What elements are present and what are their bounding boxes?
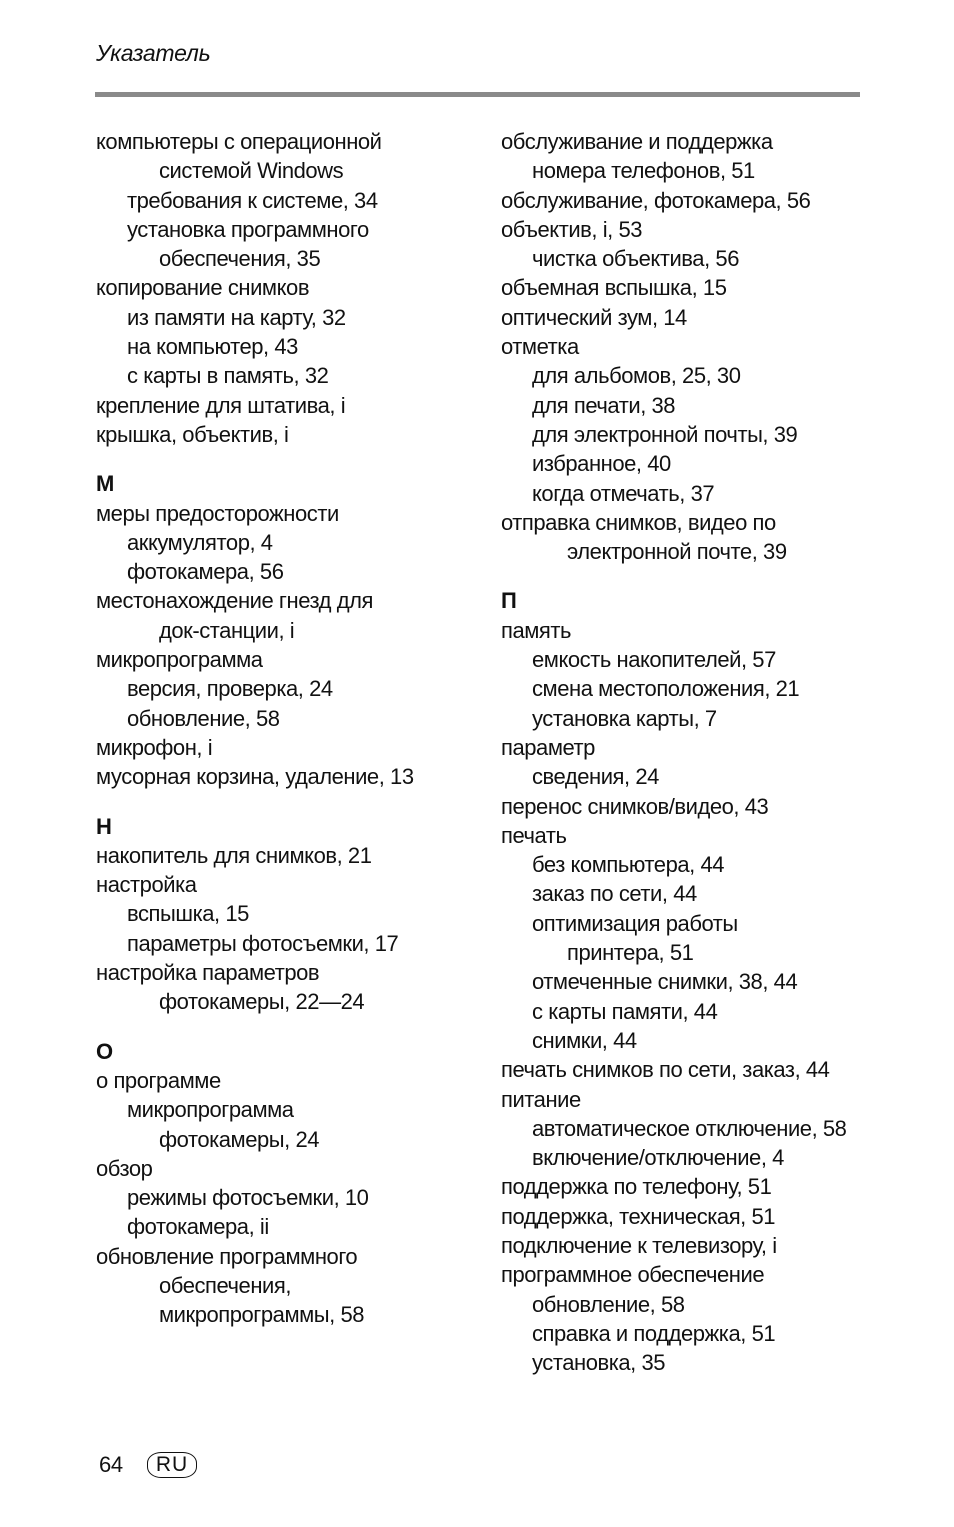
- index-entry: обзор: [96, 1155, 153, 1181]
- index-subentry: для печати, 38: [532, 392, 676, 418]
- index-letter-heading: О: [96, 1038, 113, 1064]
- index-subentry: смена местоположения, 21: [532, 676, 800, 702]
- page-header-title: Указатель: [96, 40, 211, 66]
- index-subentry: обновление, 58: [532, 1291, 685, 1317]
- section-gap: [96, 1017, 476, 1037]
- index-subentry: версия, проверка, 24: [127, 676, 333, 702]
- index-entry: объемная вспышка, 15: [501, 275, 727, 301]
- index-subentry: электронной почте, 39: [567, 539, 787, 565]
- index-subentry: фотокамеры, 22—24: [159, 989, 365, 1015]
- index-subentry: фотокамера, 56: [127, 559, 284, 585]
- index-entry: отправка снимков, видео по: [501, 509, 776, 535]
- index-subentry: для альбомов, 25, 30: [532, 363, 741, 389]
- index-entry: подключение к телевизору, i: [501, 1232, 777, 1258]
- index-subentry: справка и поддержка, 51: [532, 1320, 776, 1346]
- index-subentry: установка, 35: [532, 1350, 666, 1376]
- section-gap: [501, 566, 871, 586]
- index-entry: параметр: [501, 734, 595, 760]
- language-badge: RU: [147, 1452, 197, 1478]
- index-subentry: фотокамера, ii: [127, 1214, 269, 1240]
- section-gap: [96, 449, 476, 469]
- index-entry: микропрограмма: [96, 647, 263, 673]
- index-subentry: обновление, 58: [127, 705, 280, 731]
- index-letter-heading: М: [96, 471, 114, 497]
- index-entry: крышка, объектив, i: [96, 421, 289, 447]
- index-subentry: сведения, 24: [532, 764, 659, 790]
- index-entry: отметка: [501, 334, 579, 360]
- index-subentry: снимки, 44: [532, 1027, 637, 1053]
- index-subentry: обеспечения,: [159, 1272, 292, 1298]
- index-entry: обслуживание и поддержка: [501, 129, 773, 154]
- index-subentry: обеспечения, 35: [159, 246, 321, 272]
- index-entry: настройка параметров: [96, 960, 320, 986]
- index-entry: печать: [501, 822, 567, 848]
- index-subentry: избранное, 40: [532, 451, 671, 477]
- index-entry: память: [501, 617, 572, 643]
- index-subentry: оптимизация работы: [532, 910, 738, 936]
- index-entry: о программе: [96, 1067, 221, 1093]
- index-subentry: принтера, 51: [567, 940, 694, 966]
- index-entry: мусорная корзина, удаление, 13: [96, 764, 414, 790]
- index-subentry: док-станции, i: [159, 617, 295, 643]
- index-column-left: [96, 127, 476, 1330]
- index-subentry: без компьютера, 44: [532, 852, 725, 878]
- index-entry: объектив, i, 53: [501, 216, 643, 242]
- index-subentry: установка программного: [127, 216, 369, 242]
- index-subentry: микропрограмма: [127, 1097, 294, 1123]
- index-entry: обновление программного: [96, 1243, 358, 1269]
- index-entry: оптический зум, 14: [501, 304, 687, 330]
- index-entry: накопитель для снимков, 21: [96, 842, 372, 868]
- index-entry: компьютеры с операционной: [96, 129, 382, 154]
- section-gap: [96, 792, 476, 812]
- index-subentry: режимы фотосъемки, 10: [127, 1185, 369, 1211]
- index-entry: копирование снимков: [96, 275, 310, 301]
- index-subentry: отмеченные снимки, 38, 44: [532, 969, 798, 995]
- index-subentry: номера телефонов, 51: [532, 158, 755, 184]
- index-subentry: фотокамеры, 24: [159, 1126, 320, 1152]
- index-letter-heading: Н: [96, 813, 112, 839]
- index-entry: местонахождение гнезд для: [96, 588, 373, 614]
- index-subentry: вспышка, 15: [127, 901, 249, 927]
- index-subentry: когда отмечать, 37: [532, 480, 715, 506]
- index-column-right: [501, 127, 871, 1377]
- index-subentry: из памяти на карту, 32: [127, 304, 346, 330]
- page-number: 64: [99, 1452, 123, 1477]
- index-entry: перенос снимков/видео, 43: [501, 793, 769, 819]
- index-subentry: чистка объектива, 56: [532, 246, 739, 272]
- index-subentry: на компьютер, 43: [127, 334, 298, 360]
- index-subentry: аккумулятор, 4: [127, 529, 273, 555]
- index-subentry: микропрограммы, 58: [159, 1302, 365, 1328]
- index-entry: меры предосторожности: [96, 500, 339, 526]
- header-divider: [95, 92, 860, 97]
- index-entry: обслуживание, фотокамера, 56: [501, 187, 811, 213]
- index-subentry: заказ по сети, 44: [532, 881, 697, 907]
- index-subentry: требования к системе, 34: [127, 187, 378, 213]
- index-subentry: автоматическое отключение, 58: [532, 1115, 847, 1141]
- index-entry: программное обеспечение: [501, 1262, 765, 1288]
- index-entry: поддержка, техническая, 51: [501, 1203, 776, 1229]
- index-subentry: для электронной почты, 39: [532, 421, 798, 447]
- index-subentry: установка карты, 7: [532, 705, 717, 731]
- index-entry: печать снимков по сети, заказ, 44: [501, 1057, 830, 1083]
- index-entry: микрофон, i: [96, 734, 213, 760]
- index-letter-heading: П: [501, 588, 517, 614]
- index-subentry: с карты в память, 32: [127, 363, 329, 389]
- index-subentry: емкость накопителей, 57: [532, 647, 776, 673]
- index-entry: питание: [501, 1086, 581, 1112]
- page-footer: [99, 1452, 197, 1478]
- index-subentry: системой Windows: [159, 158, 344, 184]
- index-subentry: включение/отключение, 4: [532, 1145, 784, 1171]
- index-subentry: параметры фотосъемки, 17: [127, 930, 399, 956]
- index-subentry: с карты памяти, 44: [532, 998, 718, 1024]
- index-entry: настройка: [96, 872, 197, 898]
- index-entry: поддержка по телефону, 51: [501, 1174, 772, 1200]
- index-entry: крепление для штатива, i: [96, 392, 346, 418]
